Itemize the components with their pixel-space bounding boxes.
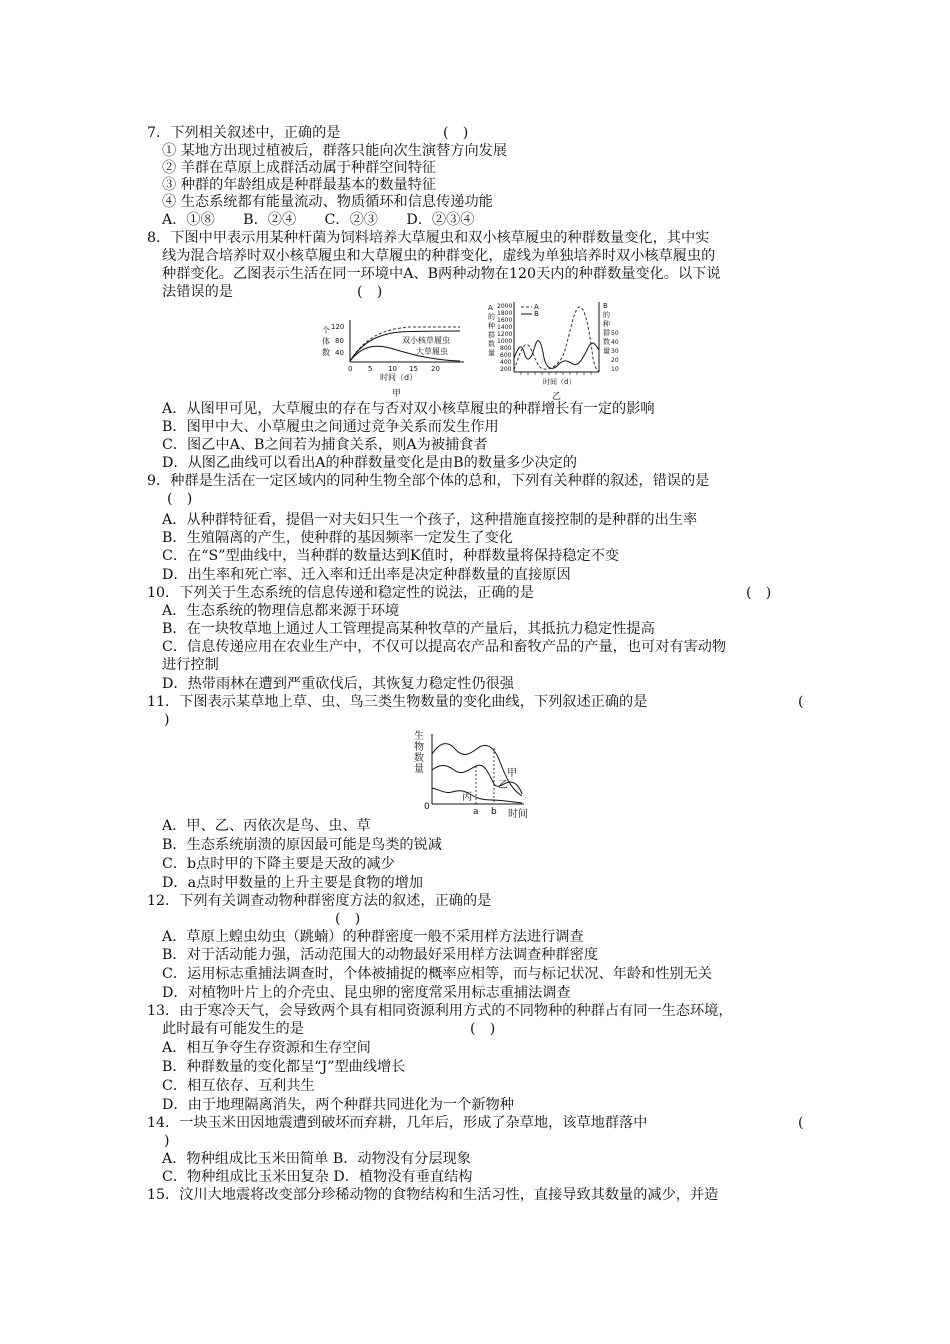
q8-option-d: D．从图乙曲线可以看出A的种群数量变化是由B的数量多少决定的 (162, 455, 578, 471)
yi-xlabel: 时间（d） (543, 378, 576, 386)
q11-label-jia: 甲 (507, 768, 517, 779)
jia-ylabel-1: 个 (322, 326, 330, 335)
q8-option-a: A．从图甲可见，大草履虫的存在与否对双小核草履虫的种群增长有一定的影响 (162, 401, 655, 417)
jia-ylabel-3: 数 (322, 348, 330, 357)
q7-stem: 7．下列相关叙述中，正确的是 (147, 125, 341, 141)
q9-stem: 9．种群是生活在一定区域内的同种生物全部个体的总和，下列有关种群的叙述，错误的是 (147, 473, 710, 489)
q12-option-d: D．对植物叶片上的介壳虫、昆虫卵的密度常采用标志重捕法调查 (162, 985, 571, 1001)
jia-xtick-5: 5 (368, 365, 373, 373)
yi-ylabel-left-3: 种 (488, 322, 495, 330)
yi-ytick-right-50: 50 (611, 330, 619, 337)
yi-ylabel-left-4: 群 (488, 331, 495, 339)
q8-stem-line-4: 法错误的是 (162, 284, 233, 300)
yi-ytick-right-20: 20 (611, 357, 619, 364)
q9-option-b: B．生殖隔离的产生，使种群的基因频率一定发生了变化 (162, 530, 513, 546)
jia-ylabel-2: 体 (322, 337, 330, 346)
yi-ytick-600: 600 (500, 352, 512, 359)
q13-stem: 13．由于寒冷天气，会导致两个具有相同资源利用方式的不同物种的种群占有同一生态环境， (147, 1003, 733, 1019)
yi-ylabel-right-2: 的 (603, 311, 610, 319)
q13-option-a: A．相互争夺生存资源和生存空间 (162, 1040, 371, 1056)
q12-stem: 12．下列有关调查动物种群密度方法的叙述，正确的是 (147, 893, 492, 909)
q10-stem: 10．下列关于生态系统的信息传递和稳定性的说法，正确的是 (147, 585, 534, 601)
q7-item-1: ① 某地方出现过植被后，群落只能向次生演替方向发展 (162, 143, 508, 159)
q14-options-ab: A．物种组成比玉米田简单 B．动物没有分层现象 (162, 1151, 471, 1167)
q11-ylabel-2: 物 (414, 742, 424, 753)
q11-mark-a: a (473, 807, 479, 817)
q11-paren-close: ) (164, 712, 170, 728)
q10-option-a: A．生态系统的物理信息都来源于环境 (162, 603, 400, 619)
yi-ytick-400: 400 (500, 359, 512, 366)
q11-option-a: A．甲、乙、丙依次是鸟、虫、草 (162, 818, 371, 834)
yi-ylabel-left-2: 的 (488, 313, 495, 321)
q11-ylabel-4: 量 (414, 764, 424, 775)
q10-answer-paren: ( ) (746, 585, 772, 601)
q13-answer-paren: ( ) (470, 1021, 496, 1037)
jia-curve2-label: 大草履虫 (416, 347, 448, 356)
yi-ylabel-left-1: A (488, 304, 493, 312)
q11-xlabel: 时间 (508, 809, 528, 820)
q8-option-c: C．图乙中A、B之间若为捕食关系，则A为被捕食者 (162, 437, 488, 453)
q7-item-4: ④ 生态系统都有能量流动、物质循环和信息传递功能 (162, 194, 493, 210)
q11-label-bing: 丙 (462, 792, 472, 803)
yi-ytick-800: 800 (500, 345, 512, 352)
q8-option-b: B．图甲中大、小草履虫之间通过竞争关系而发生作用 (162, 419, 499, 435)
q11-origin: 0 (424, 802, 430, 812)
figure-jia (318, 316, 478, 400)
q13-option-d: D．由于地理隔离消失，两个种群共同进化为一个新物种 (162, 1097, 514, 1113)
q9-option-d: D．出生率和死亡率、迁入率和迁出率是决定种群数量的直接原因 (162, 567, 571, 583)
yi-ytick-1000: 1000 (497, 338, 513, 345)
q12-option-c: C．运用标志重捕法调查时，个体被捕捉的概率应相等，而与标记状况、年龄和性别无关 (162, 966, 712, 982)
q8-stem-line-2: 线为混合培养时双小核草履虫和大草履虫的种群变化，虚线为单独培养时双小核草履虫的 (162, 248, 716, 264)
q12-answer-paren: ( ) (335, 911, 361, 927)
yi-ytick-2000: 2000 (497, 303, 513, 310)
q11-ylabel-1: 生 (414, 731, 424, 742)
yi-ytick-1600: 1600 (497, 317, 513, 324)
yi-curve-a (514, 307, 599, 371)
yi-ylabel-right-5: 数 (603, 338, 610, 346)
q14-paren-close: ) (164, 1133, 170, 1149)
jia-caption: 甲 (392, 389, 402, 399)
q10-option-d: D．热带雨林在遭到严重砍伐后，其恢复力稳定性仍很强 (162, 676, 514, 692)
q11-label-yi: 乙 (498, 780, 508, 791)
q10-option-c: C．信息传递应用在农业生产中，不仅可以提高农产品和畜牧产品的产量，也可对有害动物 (162, 639, 727, 655)
q14-options-cd: C．物种组成比玉米田复杂 D．植物没有垂直结构 (162, 1169, 473, 1185)
q11-curve-bing (432, 788, 522, 803)
yi-ylabel-left-6: 量 (488, 349, 495, 357)
q11-ylabel-3: 数 (414, 753, 424, 764)
figure-yi (487, 298, 627, 402)
yi-legend-b: B (534, 310, 539, 318)
q12-option-a: A．草原上蝗虫幼虫（跳蝻）的种群密度一般不采用样方法进行调查 (162, 929, 584, 945)
q15-stem: 15．汶川大地震将改变部分珍稀动物的食物结构和生活习性，直接导致其数量的减少，并造 (147, 1187, 719, 1203)
q9-option-c: C．在“S”型曲线中，当种群的数量达到K值时，种群数量将保持稳定不变 (162, 548, 620, 564)
jia-xtick-0: 0 (348, 365, 353, 373)
yi-ytick-1200: 1200 (497, 331, 513, 338)
jia-xlabel: 时间（d） (380, 373, 418, 382)
q7-options: A．①⑧ B．②④ C．②③ D．②③④ (162, 212, 475, 228)
yi-ylabel-right-1: B (603, 302, 608, 310)
q10-option-b: B．在一块牧草地上通过人工管理提高某种牧草的产量后，其抵抗力稳定性提高 (162, 621, 655, 637)
figure-q11 (412, 728, 538, 820)
yi-caption: 乙 (552, 392, 562, 402)
yi-ylabel-right-4: 群 (603, 329, 610, 337)
yi-curve-b (514, 341, 599, 369)
yi-ylabel-right-3: 种 (603, 320, 610, 328)
q11-option-d: D．a点时甲数量的上升主要是食物的增加 (162, 875, 424, 891)
yi-ytick-right-10: 10 (611, 366, 619, 373)
q10-option-c-cont: 进行控制 (162, 657, 219, 673)
q7-answer-paren: ( ) (443, 125, 469, 141)
yi-ytick-right-30: 30 (611, 348, 619, 355)
q13-option-b: B．种群数量的变化都呈“J”型曲线增长 (162, 1059, 406, 1075)
jia-curve1-label: 双小核草履虫 (402, 336, 450, 345)
q14-paren-open: ( (798, 1115, 804, 1131)
q14-stem: 14．一块玉米田因地震遭到破坏而弃耕，几年后，形成了杂草地，该草地群落中 (147, 1115, 648, 1131)
q9-option-a: A．从种群特征看，提倡一对夫妇只生一个孩子，这种措施直接控制的是种群的出生率 (162, 512, 698, 528)
yi-legend-a: A (534, 303, 539, 311)
q7-item-3: ③ 种群的年龄组成是种群最基本的数量特征 (162, 177, 437, 193)
q11-stem: 11．下图表示某草地上草、虫、鸟三类生物数量的变化曲线，下列叙述正确的是 (147, 694, 648, 710)
q11-option-c: C．b点时甲的下降主要是天敌的减少 (162, 856, 395, 872)
q13-stem-line-2: 此时最有可能发生的是 (162, 1021, 304, 1037)
q8-answer-paren: ( ) (357, 284, 383, 300)
yi-ylabel-left-5: 数 (488, 340, 495, 348)
q11-option-b: B．生态系统崩溃的原因最可能是鸟类的锐减 (162, 837, 442, 853)
jia-ytick-40: 40 (335, 349, 344, 357)
q7-item-2: ② 羊群在草原上成群活动属于种群空间特征 (162, 160, 437, 176)
q8-stem-line-1: 8．下图中甲表示用某种杆菌为饲料培养大草履虫和双小核草履虫的种群数量变化，其中实 (147, 230, 710, 246)
q8-stem-line-3: 种群变化。乙图表示生活在同一环境中A、B两种动物在120天内的种群数量变化。以下说 (162, 266, 721, 282)
yi-ytick-200: 200 (500, 366, 512, 373)
jia-xtick-10: 10 (388, 365, 397, 373)
jia-xtick-20: 20 (431, 365, 440, 373)
q12-option-b: B．对于活动能力强，活动范围大的动物最好采用样方法调查种群密度 (162, 947, 599, 963)
yi-ylabel-right-6: 量 (603, 347, 610, 355)
yi-ytick-1800: 1800 (497, 310, 513, 317)
jia-xtick-15: 15 (409, 365, 418, 373)
yi-ytick-right-40: 40 (611, 339, 619, 346)
q13-option-c: C．相互依存、互利共生 (162, 1078, 315, 1094)
yi-ytick-1400: 1400 (497, 324, 513, 331)
q11-paren-open: ( (798, 694, 804, 710)
jia-ytick-120: 120 (331, 323, 345, 331)
jia-ytick-80: 80 (335, 337, 344, 345)
q9-answer-paren: ( ) (167, 491, 193, 507)
q11-mark-b: b (491, 807, 497, 817)
